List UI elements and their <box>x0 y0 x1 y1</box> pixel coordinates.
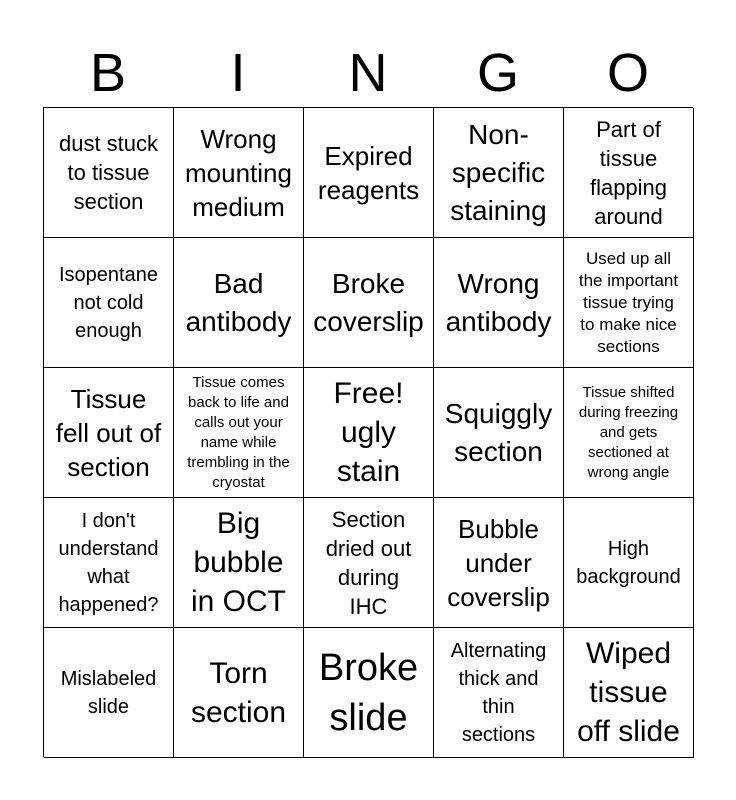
cell-text: Free! ugly stain <box>333 377 404 488</box>
cell-text: Non- specific staining <box>450 118 547 226</box>
bingo-cell[interactable] <box>434 498 564 628</box>
bingo-cell[interactable] <box>44 498 174 628</box>
cell-text: Broke slide <box>318 646 419 739</box>
cell-text: Bad antibody <box>185 267 292 337</box>
bingo-cell[interactable] <box>174 368 304 498</box>
bingo-cell[interactable] <box>174 628 304 758</box>
cell-text: Part of tissue flapping around <box>589 116 668 229</box>
bingo-cell[interactable] <box>434 108 564 238</box>
bingo-cell[interactable] <box>564 238 694 368</box>
cell-text: Alternating thick and thin sections <box>450 639 547 746</box>
bingo-cell[interactable] <box>564 628 694 758</box>
bingo-cell[interactable] <box>434 368 564 498</box>
bingo-header <box>43 38 693 108</box>
bingo-cell[interactable] <box>304 108 434 238</box>
bingo-cell[interactable] <box>304 238 434 368</box>
bingo-cell[interactable] <box>44 108 174 238</box>
bingo-cell[interactable] <box>174 498 304 628</box>
cell-text: Wrong antibody <box>445 267 552 337</box>
cell-text: Section dried out during IHC <box>325 506 412 619</box>
cell-text: Wiped tissue off slide <box>577 637 680 748</box>
bingo-cell[interactable] <box>174 238 304 368</box>
cell-text: Isopentane not cold enough <box>59 263 158 342</box>
cell-text: High background <box>576 537 681 588</box>
header-letter-b: B <box>89 43 127 103</box>
bingo-card-grid <box>43 107 693 757</box>
bingo-cell[interactable] <box>304 498 434 628</box>
header-letter-i: I <box>230 43 246 103</box>
bingo-cell[interactable] <box>44 628 174 758</box>
cell-text: Wrong mounting medium <box>185 123 292 222</box>
bingo-cell[interactable] <box>44 238 174 368</box>
header-letter-g: G <box>476 43 519 103</box>
cell-text: Bubble under coverslip <box>447 513 550 612</box>
bingo-cell[interactable] <box>304 368 434 498</box>
bingo-cell[interactable] <box>564 368 694 498</box>
cell-text: Big bubble in OCT <box>190 507 286 618</box>
bingo-cell[interactable] <box>434 628 564 758</box>
cell-text: Used up all the important tissue trying to make nice sections <box>578 248 679 356</box>
cell-text: Broke coverslip <box>313 267 424 337</box>
bingo-cell[interactable] <box>304 628 434 758</box>
cell-text: Tissue comes back to life and calls out your name while trembling in the cryostat <box>187 373 290 491</box>
header-letter-o: O <box>606 43 649 103</box>
bingo-cell[interactable] <box>434 238 564 368</box>
cell-text: dust stuck to tissue section <box>58 131 159 214</box>
cell-text: Tissue shifted during freezing and gets sectioned at wrong angle <box>578 383 679 481</box>
cell-text: I don't understand what happened? <box>58 509 159 616</box>
bingo-cell[interactable] <box>564 498 694 628</box>
bingo-cell[interactable] <box>564 108 694 238</box>
bingo-cell[interactable] <box>174 108 304 238</box>
cell-text: Tissue fell out of section <box>55 383 162 482</box>
cell-text: Squiggly section <box>444 397 553 467</box>
bingo-cell[interactable] <box>44 368 174 498</box>
cell-text: Expired reagents <box>317 140 420 205</box>
cell-text: Mislabeled slide <box>60 667 157 718</box>
header-letter-n: N <box>348 43 388 103</box>
cell-text: Torn section <box>190 656 287 729</box>
